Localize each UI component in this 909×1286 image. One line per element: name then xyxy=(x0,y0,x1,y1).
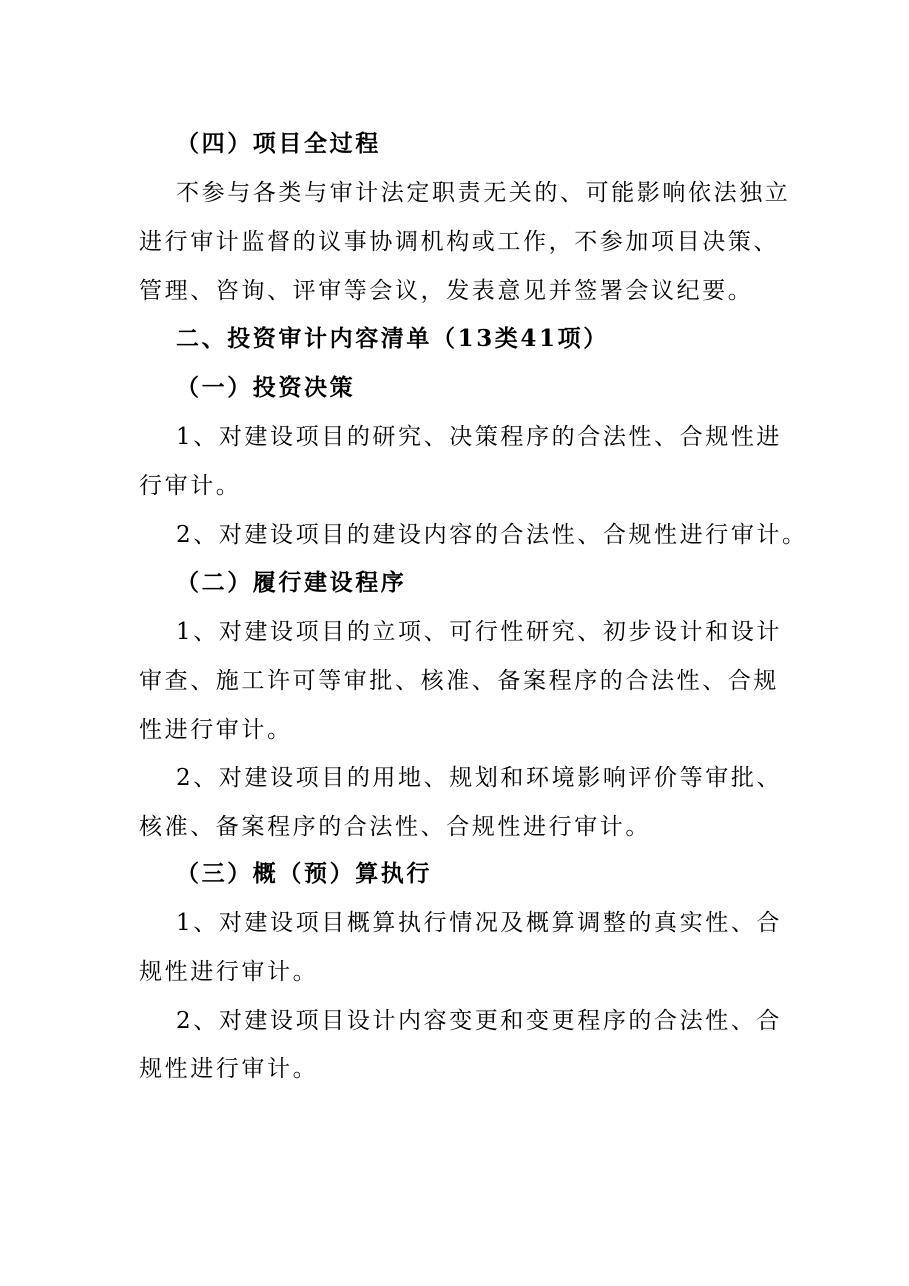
list-item-line: 行审计。 xyxy=(139,473,242,499)
section-heading-4: （四）项目全过程 xyxy=(176,130,381,157)
part-heading-2: 二、投资审计内容清单（13类41项） xyxy=(176,325,609,352)
list-item-line: 性进行审计。 xyxy=(139,717,293,743)
list-item-line: 1、对建设项目的立项、可行性研究、初步设计和设计 xyxy=(176,619,783,645)
list-item-line: 规性进行审计。 xyxy=(139,959,319,985)
paragraph-line: 进行审计监督的议事协调机构或工作，不参加项目决策、 xyxy=(139,229,779,255)
subsection-heading-2: （二）履行建设程序 xyxy=(176,569,407,596)
list-item-line: 审查、施工许可等审批、核准、备案程序的合法性、合规 xyxy=(139,668,779,694)
list-item-line: 规性进行审计。 xyxy=(139,1056,319,1082)
subsection-heading-3: （三）概（预）算执行 xyxy=(176,860,432,887)
paragraph-line: 不参与各类与审计法定职责无关的、可能影响依法独立 xyxy=(176,180,791,206)
list-item-line: 2、对建设项目设计内容变更和变更程序的合法性、合 xyxy=(176,1008,783,1034)
list-item-line: 核准、备案程序的合法性、合规性进行审计。 xyxy=(139,814,651,840)
list-item-line: 2、对建设项目的建设内容的合法性、合规性进行审计。 xyxy=(176,522,808,548)
list-item-line: 1、对建设项目概算执行情况及概算调整的真实性、合 xyxy=(176,910,783,936)
list-item-line: 2、对建设项目的用地、规划和环境影响评价等审批、 xyxy=(176,765,783,791)
list-item-line: 1、对建设项目的研究、决策程序的合法性、合规性进 xyxy=(176,424,783,450)
paragraph-line: 管理、咨询、评审等会议，发表意见并签署会议纪要。 xyxy=(139,278,754,304)
subsection-heading-1: （一）投资决策 xyxy=(176,374,356,401)
